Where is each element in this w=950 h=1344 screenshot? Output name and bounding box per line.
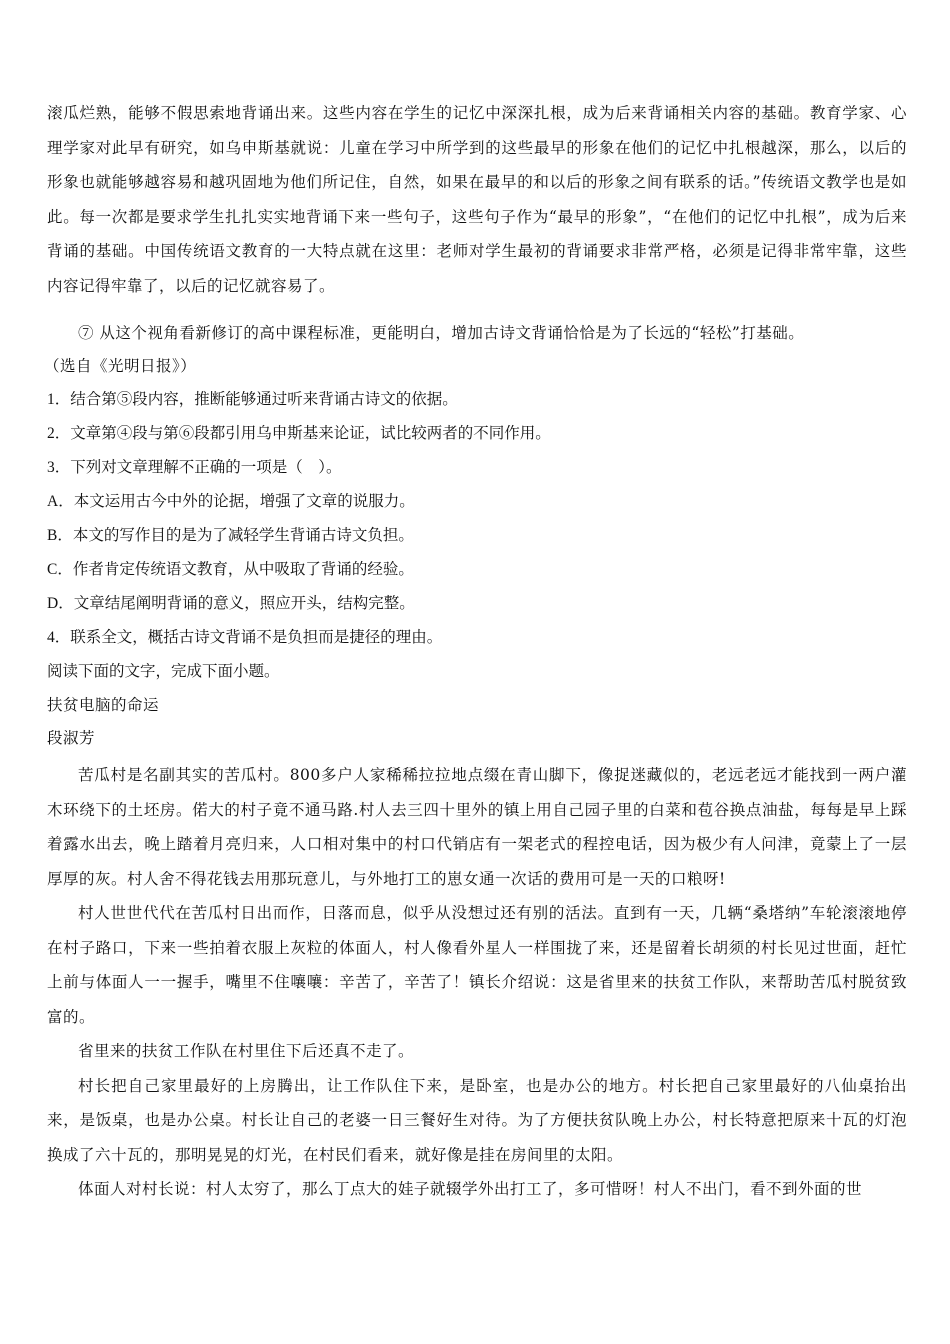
paragraph-6-continued: 滚瓜烂熟，能够不假思索地背诵出来。这些内容在学生的记忆中深深扎根，成为后来背诵相关内容的基础。教育学家、心理学家对此早有研究，如乌申斯基就说：儿童在学习中所学到的这些最早的形象在他们的记忆中扎根越深，那么，以后的形象也就能够越容易和越巩固地为他们所记住，自然，如果在最早的和以后的形象之间有联系的话。”传统语文教学也是如此。每一次都是要求学生扎扎实实地背诵下来一些句子，这些句子作为“最早的形象”，“在他们的记忆中扎根”，成为后来背诵的基础。中国传统语文教育的一大特点就在这里：老师对学生最初的背诵要求非常严格，必须是记得非常牢靠，这些内容记得牢靠了，以后的记忆就容易了。 xyxy=(47,104,907,295)
option-d: D．文章结尾阐明背诵的意义，照应开头，结构完整。 xyxy=(47,595,415,612)
question-2: 2．文章第④段与第⑥段都引用乌申斯基来论证，试比较两者的不同作用。 xyxy=(47,425,551,442)
story-paragraph: 省里来的扶贫工作队在村里住下后还真不走了。 xyxy=(78,1042,415,1060)
passage-continuation xyxy=(47,96,907,303)
paragraph-7: ⑦ 从这个视角看新修订的高中课程标准，更能明白，增加古诗文背诵恰恰是为了长远的“轻松”打基础。 xyxy=(78,324,805,342)
question-1: 1．结合第⑤段内容，推断能够通过听来背诵古诗文的依据。 xyxy=(47,391,458,408)
option-a: A．本文运用古今中外的论据，增强了文章的说服力。 xyxy=(47,493,415,510)
question-4: 4．联系全文，概括古诗文背诵不是负担而是捷径的理由。 xyxy=(47,629,443,646)
story-title: 扶贫电脑的命运 xyxy=(47,696,160,714)
story-paragraph: 村长把自己家里最好的上房腾出，让工作队住下来，是卧室，也是办公的地方。村长把自己家里最好的八仙桌抬出来，是饭桌，也是办公桌。村长让自己的老婆一日三餐好生对待。为了方便扶贫队晚上办公，村长特意把原来十瓦的灯泡换成了六十瓦的，那明晃晃的灯光，在村民们看来，就好像是挂在房间里的太阳。 xyxy=(47,1076,907,1164)
reading-instruction: 阅读下面的文字，完成下面小题。 xyxy=(47,663,280,680)
question-3: 3．下列对文章理解不正确的一项是（ ）。 xyxy=(47,459,342,476)
option-c: C．作者肯定传统语文教育，从中吸取了背诵的经验。 xyxy=(47,561,414,578)
option-b: B．本文的写作目的是为了减轻学生背诵古诗文负担。 xyxy=(47,527,414,544)
story-paragraph: 村人世世代代在苦瓜村日出而作，日落而息，似乎从没想过还有别的活法。直到有一天，几辆“桑塔纳”车轮滚滚地停在村子路口，下来一些拍着衣服上灰粒的体面人，村人像看外星人一样围拢了来，还是留着长胡须的村长见过世面，赶忙上前与体面人一一握手，嘴里不住嚷嚷：辛苦了，辛苦了！镇长介绍说：这是省里来的扶贫工作队，来帮助苦瓜村脱贫致富的。 xyxy=(47,904,907,1026)
source-note: （选自《光明日报》） xyxy=(44,357,197,375)
story-paragraph: 苦瓜村是名副其实的苦瓜村。800多户人家稀稀拉拉地点缀在青山脚下，像捉迷藏似的，老远老远才能找到一两户灌木环绕下的土坯房。偌大的村子竟不通马路.村人去三四十里外的镇上用自己园子里的白菜和苞谷换点油盐，每每是早上踩着露水出去，晚上踏着月亮归来，人口相对集中的村口代销店有一架老式的程控电话，因为极少有人问津，竟蒙上了一层厚厚的灰。村人舍不得花钱去用那玩意儿，与外地打工的崽女通一次话的费用可是一天的口粮呀! xyxy=(47,766,907,888)
story-author: 段淑芳 xyxy=(47,729,96,747)
story-paragraph: 体面人对村长说：村人太穷了，那么丁点大的娃子就辍学外出打工了，多可惜呀！村人不出门，看不到外面的世 xyxy=(78,1180,863,1198)
story-body xyxy=(47,758,907,1207)
